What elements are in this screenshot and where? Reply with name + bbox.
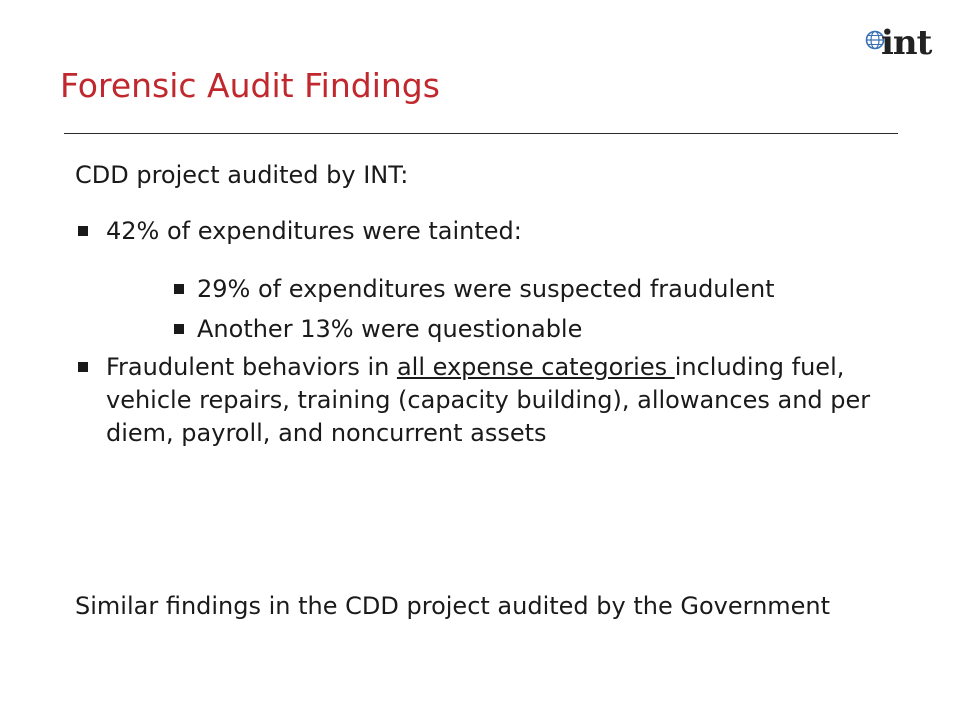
logo-wordmark: int [881,23,932,63]
bullet-expenditures-tainted [75,215,915,247]
square-bullet-icon [174,284,184,294]
page-title: Forensic Audit Findings [60,66,440,105]
underlined-phrase: all expense categories [396,353,675,381]
bullet-text: 42% of expenditures were tainted: [106,217,522,245]
slide-content [75,159,915,450]
sub-bullet-questionable [75,313,915,345]
square-bullet-icon [78,362,88,372]
bullet-text-end: including fuel, vehicle repairs, training (capacity building), allowances and per diem, payroll, and noncurrent assets [106,353,871,447]
int-logo [865,23,935,64]
bullet-text-start: Fraudulent behaviors in [106,353,397,381]
sub-bullet-suspected-fraudulent [75,273,915,305]
title-divider [64,133,898,134]
intro-text: CDD project audited by INT: [75,161,409,189]
sub-bullet-text: Another 13% were questionable [197,315,583,343]
square-bullet-icon [174,324,184,334]
square-bullet-icon [78,226,88,236]
closing-text: Similar findings in the CDD project audited by the Government [75,592,831,620]
bullet-fraudulent-behaviors [75,351,906,450]
sub-bullet-text: 29% of expenditures were suspected fraudulent [197,275,775,303]
